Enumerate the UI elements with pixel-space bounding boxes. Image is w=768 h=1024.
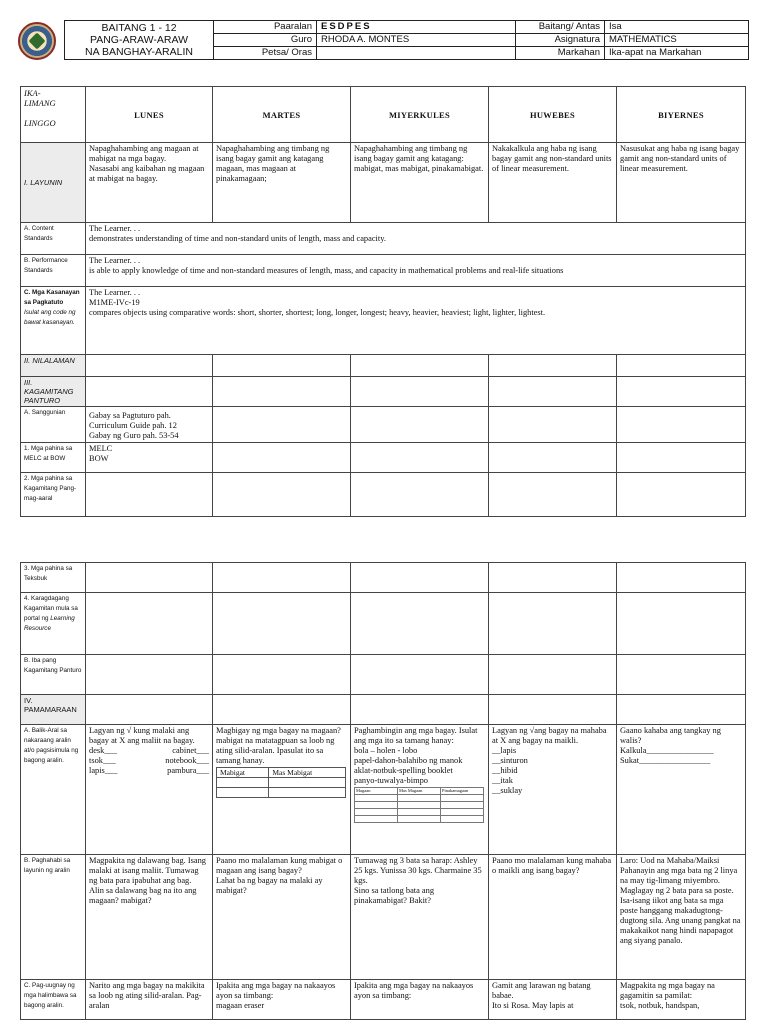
title-line-1: BAITANG 1 - 12	[101, 22, 177, 34]
checklist-item: lapis___	[89, 766, 118, 775]
magaan-header: Magaan	[355, 788, 398, 795]
asignatura-value: MATHEMATICS	[605, 34, 749, 47]
balik-aral-martes-text: Magbigay ng mga bagay na magaan? mabigat na matatagpuan sa loob ng ating silid-aralan. Ipasulat ito sa tamang hanay.	[216, 726, 341, 765]
mabigat-table	[216, 767, 346, 798]
layunin-label	[21, 143, 86, 223]
paghahabi-miyerkules: Tumawag ng 3 bata sa harap: Ashley 25 kgs. Yunissa 30 kgs. Charmaine 35 kgs. Sino sa tatlong bata ang pinakamabigat? Bakit?	[351, 855, 489, 980]
checklist-item: desk___	[89, 746, 117, 755]
lesson-table-page-2	[20, 562, 746, 1020]
asignatura-label: Asignatura	[516, 34, 605, 47]
balik-aral-biyernes: Gaano kahaba ang tangkay ng walis? Kalkula________________ Sukat_________________	[617, 725, 746, 855]
kasanayan-label	[21, 287, 86, 355]
performance-standards-text: The Learner. . . is able to apply knowledge of time and non-standard measures of length, mass, and capacity in mathematical problems and real-life situations	[86, 255, 746, 287]
markahan-value: Ika-apat na Markahan	[605, 47, 749, 60]
pag-uugnay-biyernes: Magpakita ng mga bagay na gagamitin sa pamilat: tsok, notbuk, handspan,	[617, 980, 746, 1020]
layunin-lunes: Napaghahambing ang magaan at mabigat na mga bagay. Nasasabi ang kaibahan ng magaan at mabigat na bagay.	[86, 143, 213, 223]
paaralan-label: Paaralan	[214, 21, 317, 34]
checklist-row-1	[89, 746, 209, 756]
paghahabi-huwebes: Paano mo malalaman kung mahaba o maikli ang isang bagay?	[489, 855, 617, 980]
mas-magaan-header: Mas Magaan	[398, 788, 441, 795]
day-header-miyerkules: MIYERKULES	[351, 87, 489, 143]
magaan-table	[354, 787, 484, 823]
kagamitan-label	[21, 377, 86, 407]
guro-value: RHODA A. MONTES	[317, 34, 516, 47]
paghahabi-lunes: Magpakita ng dalawang bag. Isang malaki at isang maliit. Tumawag ng bata para ipabuhat ang bag. Alin sa dalawang bag na ito ang magaan? mabigat?	[86, 855, 213, 980]
performance-standards-label: B. Performance Standards	[21, 255, 86, 287]
pag-uugnay-huwebes: Gamit ang larawan ng batang babae. Ito si Rosa. May lapis at	[489, 980, 617, 1020]
pag-uugnay-miyerkules: Ipakita ang mga bagay na nakaayos ayon sa timbang:	[351, 980, 489, 1020]
markahan-label: Markahan	[516, 47, 605, 60]
layunin-miyerkules: Napaghahambing ang timbang ng isang bagay gamit ang katagang: mabigat, mas mabigat, pinakamabigat.	[351, 143, 489, 223]
pamamaraan-label: IV. PAMAMARAAN	[21, 695, 86, 725]
paghahabi-label: B. Paghahabi sa layunin ng aralin	[21, 855, 86, 980]
lesson-plan-title	[65, 21, 214, 60]
title-line-3: NA BANGHAY-ARALIN	[85, 46, 193, 58]
layunin-biyernes: Nasusukat ang haba ng isang bagay gamit ang non-standard units of linear measurement.	[617, 143, 746, 223]
balik-aral-huwebes: Lagyan ng √ang bagay na mahaba at X ang bagay na maikli. __lapis __sinturon __hibid __itak __suklay	[489, 725, 617, 855]
kasanayan-sublabel: Isulat ang code ng bawat kasanayan.	[24, 309, 76, 326]
balik-aral-martes	[213, 725, 351, 855]
layunin-martes: Napaghahambing ang timbang ng isang bagay gamit ang katagang magaan, mas magaan at pinakamagaan;	[213, 143, 351, 223]
day-header-lunes: LUNES	[86, 87, 213, 143]
balik-aral-miyerkules	[351, 725, 489, 855]
learning-resource-label-text: 4. Karagdagang Kagamitan mula sa portal ng	[24, 595, 78, 622]
learning-resource-label	[21, 593, 86, 655]
balik-aral-lunes-text: Lagyan ng √ kung malaki ang bagay at X ang maliit na bagay.	[89, 726, 195, 745]
baitang-label: Baitang/ Antas	[516, 21, 605, 34]
kagamitang-pang-mag-aaral-label: 2. Mga pahina sa Kagamitang Pang-mag-aaral	[21, 473, 86, 517]
day-header-biyernes: BIYERNES	[617, 87, 746, 143]
content-standards-text: The Learner. . . demonstrates understanding of time and non-standard units of length, mass and capacity.	[86, 223, 746, 255]
content-standards-label: A. Content Standards	[21, 223, 86, 255]
petsa-value	[317, 47, 516, 60]
mas-mabigat-header: Mas Mabigat	[269, 768, 346, 778]
kasanayan-label-text: C. Mga Kasanayan sa Pagkatuto	[24, 289, 80, 306]
day-header-martes: MARTES	[213, 87, 351, 143]
iba-pang-kagamitan-label: B. Iba pang Kagamitang Panturo	[21, 655, 86, 695]
checklist-item: pambura___	[167, 766, 209, 775]
week-label: IKA- LIMANG LINGGO	[21, 87, 86, 143]
pag-uugnay-lunes: Narito ang mga bagay na makikita sa loob ng ating silid-aralan. Pag-aralan	[86, 980, 213, 1020]
checklist-row-2	[89, 756, 209, 766]
day-header-huwebes: HUWEBES	[489, 87, 617, 143]
baitang-value: Isa	[605, 21, 749, 34]
nilalaman-label	[21, 355, 86, 377]
petsa-label: Petsa/ Oras	[214, 47, 317, 60]
paghahabi-martes: Paano mo malalaman kung mabigat o magaan ang isang bagay? Lahat ba ng bagay na malaki ay mabigat?	[213, 855, 351, 980]
layunin-label-text: I. LAYUNIN	[24, 178, 63, 187]
balik-aral-label: A. Balik-Aral sa nakaraang aralin at/o pagsisimula ng bagong aralin.	[21, 725, 86, 855]
nilalaman-label-text: II. NILALAMAN	[24, 356, 75, 365]
checklist-item: tsok___	[89, 756, 116, 765]
header-table	[64, 20, 749, 60]
balik-aral-miyerkules-text: Paghambingin ang mga bagay. Isulat ang mga ito sa tamang hanay: bola – holen - lobo papel-dahon-balahibo ng manok aklat-notbuk-spelling booklet panyo-tuwalya-bimpo	[354, 726, 478, 785]
pag-uugnay-martes: Ipakita ang mga bagay na nakaayos ayon sa timbang: magaan eraser	[213, 980, 351, 1020]
pag-uugnay-label: C. Pag-uugnay ng mga halimbawa sa bagong aralin.	[21, 980, 86, 1020]
kasanayan-text: The Learner. . . M1ME-IVc-19 compares objects using comparative words: short, shorter, shortest; long, longer, longest; heavy, heavier, heaviest; light, lighter, lightest.	[86, 287, 746, 355]
melc-bow-label: 1. Mga pahina sa MELC at BOW	[21, 443, 86, 473]
lesson-table-page-1	[20, 86, 746, 517]
sanggunian-label: A. Sanggunian	[21, 407, 86, 443]
learning-resource-italic: Learning Resource	[24, 615, 75, 632]
paghahabi-biyernes: Laro: Uod na Mahaba/Maiksi Pahanayin ang mga bata ng 2 linya na may tig-limang miyembro. Maglagay ng 2 bata para sa poste. Isa-isang iikot ang bata sa mga poste hanggang makadugtong-dugtong sila. Ang unang pangkat na makakaikot nang hindi napapagot ang siyang panalo.	[617, 855, 746, 980]
paaralan-value: ESDPES	[317, 21, 516, 34]
teksbuk-label: 3. Mga pahina sa Teksbuk	[21, 563, 86, 593]
kagamitan-label-text: III. KAGAMITANG PANTURO	[24, 378, 74, 405]
guro-label: Guro	[214, 34, 317, 47]
checklist-item: cabinet___	[172, 746, 209, 755]
document-header	[14, 20, 756, 62]
sanggunian-lunes: Gabay sa Pagtuturo pah. Curriculum Guide pah. 12 Gabay ng Guro pah. 53-54	[86, 407, 213, 443]
deped-seal-icon	[18, 22, 56, 60]
mabigat-header: Mabigat	[217, 768, 269, 778]
title-line-2: PANG-ARAW-ARAW	[89, 34, 188, 46]
melc-bow-lunes: MELC BOW	[86, 443, 213, 473]
balik-aral-lunes	[86, 725, 213, 855]
checklist-row-3	[89, 766, 209, 776]
layunin-huwebes: Nakakalkula ang haba ng isang bagay gamit ang non-standard units of linear measurement.	[489, 143, 617, 223]
checklist-item: notebook___	[165, 756, 209, 765]
pinakamagaan-header: Pinakamagaan	[441, 788, 484, 795]
